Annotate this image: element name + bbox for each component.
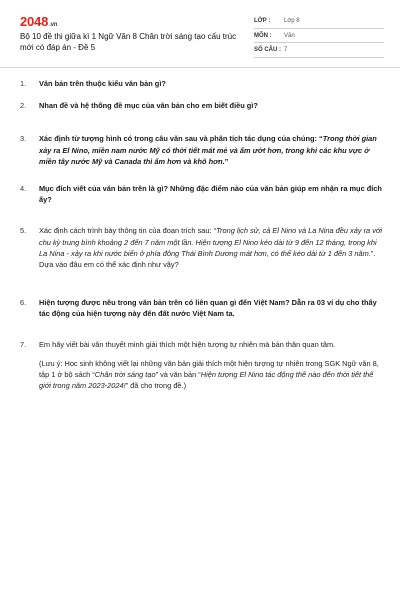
text-run: (Lưu ý: Học sinh không viết lại những văn bản giải thích một hiện tượng tự nhiên trong SGK Ngữ văn 8, tập 1 ở bộ sách “ — [39, 358, 379, 380]
question-item — [20, 133, 382, 167]
question-item — [20, 297, 382, 319]
text-run: Hiện tượng được nêu trong văn bản trên có liên quan gì đến Việt Nam? Dẫn ra 03 ví dụ cho thấy tác động của hiện tượng này đến đất nước Việt Nam ta. — [39, 298, 377, 319]
document-title: Bộ 10 đề thi giữa kì 1 Ngữ Văn 8 Chân trời sáng tạo cấu trúc mới có đáp án - Đề 5 — [20, 32, 237, 52]
quoted-text: Trong thời gian xảy ra El Nino, miền nam nước Mỹ có thời tiết mát mẻ và ẩm ướt hơn, trong khi các khu vực ở miền tây nước Mỹ và Canada thì ấm hơn và khô hơn. — [39, 134, 377, 166]
question-number: 3. — [20, 134, 27, 144]
question-note — [39, 358, 382, 392]
question-text — [39, 183, 382, 205]
question-text — [39, 78, 382, 89]
text-run: Văn bản trên thuộc kiểu văn bản gì? — [39, 79, 166, 88]
meta-label: MÔN : — [254, 32, 272, 39]
meta-row-class — [254, 14, 384, 29]
text-run: Em hãy viết bài văn thuyết minh giải thích một hiện tượng tự nhiên mà bản thân quan tâm. — [39, 339, 336, 349]
question-item — [20, 78, 382, 89]
logo-tld: .vn — [49, 22, 58, 28]
question-text — [39, 225, 382, 270]
meta-label: SỐ CÂU : — [254, 47, 281, 53]
meta-value: Văn — [284, 32, 295, 39]
question-number: 7. — [20, 339, 27, 349]
question-number: 6. — [20, 298, 27, 308]
text-run: Xác định cách trình bày thông tin của đoạn trích sau: “ — [39, 226, 217, 236]
question-item — [20, 100, 382, 111]
meta-table — [254, 14, 384, 58]
question-text — [39, 100, 382, 111]
question-item — [20, 225, 382, 270]
meta-value: 7 — [284, 47, 288, 53]
text-run: Nhan đề và hệ thống đề mục của văn bản cho em biết điều gì? — [39, 101, 258, 111]
question-number: 1. — [20, 79, 27, 88]
text-run: ” đã cho trong đề.) — [125, 381, 187, 391]
logo-text: 2048 — [20, 14, 49, 29]
page-header — [0, 0, 400, 68]
meta-value: Lớp 8 — [284, 18, 300, 24]
question-number: 5. — [20, 226, 27, 236]
quoted-text: Trong lịch sử, cả El Nino và La Nina đều xảy ra với chu kỳ trung bình khoảng 2 đến 7 năm một lần. Hiện tượng El Nino kéo dài từ 9 đến 12 tháng, trong khi La Nina - xảy ra khi nước biển ở phía đông Thái Bình Dương mát hơn, có thể kéo dài từ 1 đến 3 năm. — [39, 226, 383, 258]
question-list — [20, 78, 382, 391]
text-run: ” và văn bản “ — [155, 370, 201, 380]
meta-row-question-count — [254, 43, 384, 58]
question-text — [39, 297, 382, 319]
text-run: ” — [224, 156, 229, 166]
question-item — [20, 183, 382, 205]
quoted-text: Hiện tượng El Nino tác động thế nào đến thời tiết thế giới trong năm 2023-2024! — [39, 370, 374, 391]
question-number: 2. — [20, 101, 27, 111]
text-run: ”. Dựa vào đâu em có thể xác định như vậy? — [39, 248, 376, 270]
text-run: Xác định từ tượng hình có trong câu văn sau và phân tích tác dụng của chúng: “ — [39, 134, 323, 144]
site-logo[interactable] — [20, 14, 57, 29]
meta-label: LỚP : — [254, 18, 271, 24]
quoted-text: Chân trời sáng tạo — [94, 370, 156, 380]
question-number: 4. — [20, 184, 27, 194]
meta-row-subject — [254, 29, 384, 44]
question-item — [20, 339, 382, 350]
text-run: Mục đích viết của văn bản trên là gì? Những đặc điểm nào của văn bản giúp em nhận ra mục đích ấy? — [39, 184, 382, 205]
question-text — [39, 133, 382, 167]
question-text — [39, 339, 382, 350]
